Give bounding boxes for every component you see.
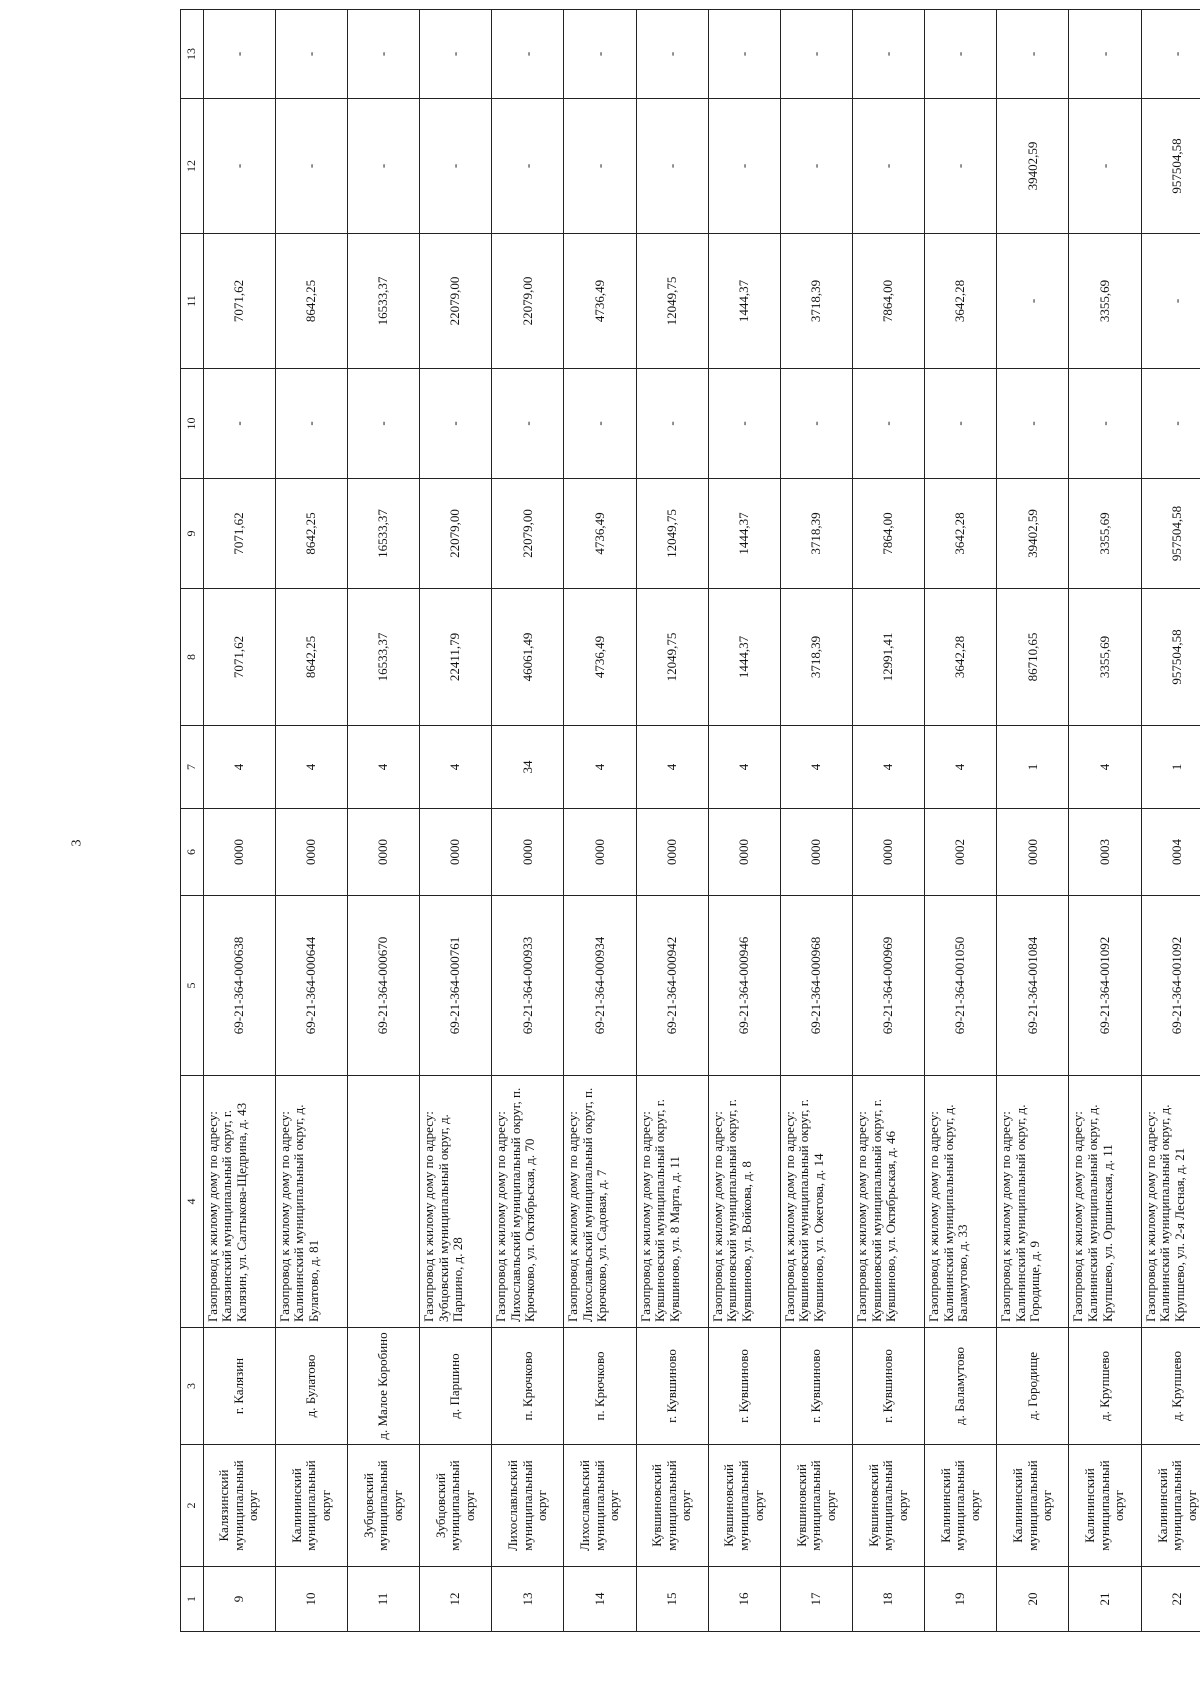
column-12-cell: -: [564, 99, 636, 234]
column-11-cell: 3718,39: [780, 234, 852, 369]
object-code-cell: 69-21-364-000969: [853, 896, 925, 1076]
sub-code-cell: 0000: [997, 809, 1069, 896]
district-cell: Кувшиновский муниципальный округ: [780, 1445, 852, 1567]
object-address-cell: Газопровод к жилому дому по адресу: Кувшиновский муниципальный округ, г. Кувшиново, ул. Войкова, д. 8: [708, 1076, 780, 1328]
sub-code-cell: 0000: [203, 809, 275, 896]
table-row: [203, 10, 275, 1632]
column-10-cell: -: [636, 369, 708, 479]
object-address-cell: Газопровод к жилому дому по адресу: Кувшиновский муниципальный округ, г. Кувшиново, ул. Ожегова, д. 14: [780, 1076, 852, 1328]
column-9-cell: 7864,00: [853, 479, 925, 589]
district-cell: Лихославльский муниципальный округ: [492, 1445, 564, 1567]
district-cell: Зубцовский муниципальный округ: [420, 1445, 492, 1567]
row-number-cell: 19: [925, 1567, 997, 1632]
column-number: 8: [181, 589, 204, 726]
object-code-cell: 69-21-364-001084: [997, 896, 1069, 1076]
row-number-cell: 14: [564, 1567, 636, 1632]
column-9-cell: 7071,62: [203, 479, 275, 589]
column-11-cell: -: [1141, 234, 1200, 369]
object-address-cell: Газопровод к жилому дому по адресу: Калининский муниципальный округ, д. Булатово, д. 81: [275, 1076, 347, 1328]
column-9-cell: 1444,37: [708, 479, 780, 589]
column-7-cell: 4: [780, 726, 852, 809]
settlement-cell: г. Кувшиново: [853, 1328, 925, 1445]
column-number: 11: [181, 234, 204, 369]
column-7-cell: 4: [925, 726, 997, 809]
column-12-cell: -: [780, 99, 852, 234]
column-10-cell: -: [1141, 369, 1200, 479]
row-number-cell: 21: [1069, 1567, 1141, 1632]
district-cell: Кувшиновский муниципальный округ: [708, 1445, 780, 1567]
object-address-cell: Газопровод к жилому дому по адресу: Лихославльский муниципальный округ, п. Крючково, ул. Октябрьская, д. 70: [492, 1076, 564, 1328]
sub-code-cell: 0000: [420, 809, 492, 896]
table-wrapper: [180, 48, 1200, 1632]
column-13-cell: -: [492, 10, 564, 99]
column-8-cell: 3355,69: [1069, 589, 1141, 726]
column-number: 13: [181, 10, 204, 99]
column-number: 7: [181, 726, 204, 809]
table-row: [636, 10, 708, 1632]
column-13-cell: -: [853, 10, 925, 99]
table-row: [997, 10, 1069, 1632]
object-code-cell: 69-21-364-000968: [780, 896, 852, 1076]
column-12-cell: -: [1069, 99, 1141, 234]
object-address-cell: [347, 1076, 419, 1328]
column-8-cell: 46061,49: [492, 589, 564, 726]
column-9-cell: 22079,00: [420, 479, 492, 589]
table-row: [708, 10, 780, 1632]
column-7-cell: 4: [347, 726, 419, 809]
column-8-cell: 12049,75: [636, 589, 708, 726]
settlement-cell: д. Малое Коробино: [347, 1328, 419, 1445]
column-8-cell: 12991,41: [853, 589, 925, 726]
column-9-cell: 3355,69: [1069, 479, 1141, 589]
settlement-cell: п. Крючково: [564, 1328, 636, 1445]
column-11-cell: 1444,37: [708, 234, 780, 369]
settlement-cell: д. Крупшево: [1069, 1328, 1141, 1445]
object-code-cell: 69-21-364-001092: [1069, 896, 1141, 1076]
column-10-cell: -: [1069, 369, 1141, 479]
settlement-cell: д. Паршино: [420, 1328, 492, 1445]
settlement-cell: г. Кувшиново: [780, 1328, 852, 1445]
object-code-cell: 69-21-364-000670: [347, 896, 419, 1076]
column-number: 3: [181, 1328, 204, 1445]
object-code-cell: 69-21-364-000946: [708, 896, 780, 1076]
column-7-cell: 4: [1069, 726, 1141, 809]
row-number-cell: 10: [275, 1567, 347, 1632]
row-number-cell: 20: [997, 1567, 1069, 1632]
column-7-cell: 4: [275, 726, 347, 809]
object-code-cell: 69-21-364-000638: [203, 896, 275, 1076]
column-7-cell: 4: [708, 726, 780, 809]
column-13-cell: -: [275, 10, 347, 99]
column-7-cell: 1: [997, 726, 1069, 809]
sub-code-cell: 0000: [636, 809, 708, 896]
row-number-cell: 12: [420, 1567, 492, 1632]
column-8-cell: 8642,25: [275, 589, 347, 726]
column-11-cell: 22079,00: [492, 234, 564, 369]
column-9-cell: 3718,39: [780, 479, 852, 589]
object-address-cell: Газопровод к жилому дому по адресу: Лихославльский муниципальный округ, п. Крючково, ул. Садовая, д. 7: [564, 1076, 636, 1328]
settlement-cell: г. Кувшиново: [708, 1328, 780, 1445]
object-address-cell: Газопровод к жилому дому по адресу: Калининский муниципальный округ, д. Крупшево, ул. 2-я Лесная, д. 21: [1141, 1076, 1200, 1328]
column-10-cell: -: [275, 369, 347, 479]
column-12-cell: -: [203, 99, 275, 234]
column-10-cell: -: [564, 369, 636, 479]
column-9-cell: 3642,28: [925, 479, 997, 589]
table-row: [420, 10, 492, 1632]
object-address-cell: Газопровод к жилому дому по адресу: Калининский муниципальный округ, д. Городище, д. 9: [997, 1076, 1069, 1328]
column-9-cell: 16533,37: [347, 479, 419, 589]
column-9-cell: 22079,00: [492, 479, 564, 589]
district-cell: Калининский муниципальный округ: [1141, 1445, 1200, 1567]
sub-code-cell: 0000: [275, 809, 347, 896]
gas-pipeline-table: [180, 9, 1200, 1632]
column-10-cell: -: [708, 369, 780, 479]
settlement-cell: п. Крючково: [492, 1328, 564, 1445]
object-code-cell: 69-21-364-000934: [564, 896, 636, 1076]
column-12-cell: -: [853, 99, 925, 234]
table-row: [275, 10, 347, 1632]
column-9-cell: 8642,25: [275, 479, 347, 589]
column-13-cell: -: [997, 10, 1069, 99]
settlement-cell: д. Городище: [997, 1328, 1069, 1445]
column-13-cell: -: [564, 10, 636, 99]
row-number-cell: 22: [1141, 1567, 1200, 1632]
column-7-cell: 4: [564, 726, 636, 809]
column-12-cell: -: [492, 99, 564, 234]
column-7-cell: 34: [492, 726, 564, 809]
object-address-cell: Газопровод к жилому дому по адресу: Кувшиновский муниципальный округ, г. Кувшиново, ул. 8 Марта, д. 11: [636, 1076, 708, 1328]
object-code-cell: 69-21-364-001050: [925, 896, 997, 1076]
column-number: 10: [181, 369, 204, 479]
column-12-cell: -: [708, 99, 780, 234]
column-11-cell: 7864,00: [853, 234, 925, 369]
column-12-cell: -: [420, 99, 492, 234]
column-10-cell: -: [203, 369, 275, 479]
column-number: 5: [181, 896, 204, 1076]
district-cell: Кувшиновский муниципальный округ: [636, 1445, 708, 1567]
district-cell: Кувшиновский муниципальный округ: [853, 1445, 925, 1567]
sub-code-cell: 0000: [492, 809, 564, 896]
object-address-cell: Газопровод к жилому дому по адресу: Калининский муниципальный округ, д. Крупшево, ул. Оршинская, д. 11: [1069, 1076, 1141, 1328]
column-8-cell: 16533,37: [347, 589, 419, 726]
settlement-cell: д. Крупшево: [1141, 1328, 1200, 1445]
column-13-cell: -: [347, 10, 419, 99]
district-cell: Лихославльский муниципальный округ: [564, 1445, 636, 1567]
sub-code-cell: 0000: [564, 809, 636, 896]
sub-code-cell: 0000: [347, 809, 419, 896]
page-number: 3: [69, 839, 85, 847]
row-number-cell: 11: [347, 1567, 419, 1632]
column-8-cell: 86710,65: [997, 589, 1069, 726]
column-12-cell: -: [275, 99, 347, 234]
sub-code-cell: 0000: [780, 809, 852, 896]
column-7-cell: 4: [853, 726, 925, 809]
district-cell: Калязинский муниципальный округ: [203, 1445, 275, 1567]
column-13-cell: -: [925, 10, 997, 99]
row-number-cell: 16: [708, 1567, 780, 1632]
column-8-cell: 1444,37: [708, 589, 780, 726]
column-10-cell: -: [420, 369, 492, 479]
column-number-row: [181, 10, 204, 1632]
column-11-cell: 8642,25: [275, 234, 347, 369]
column-8-cell: 3718,39: [780, 589, 852, 726]
column-13-cell: -: [1069, 10, 1141, 99]
column-11-cell: 3355,69: [1069, 234, 1141, 369]
column-8-cell: 22411,79: [420, 589, 492, 726]
object-address-cell: Газопровод к жилому дому по адресу: Кувшиновский муниципальный округ, г. Кувшиново, ул. Октябрьская, д. 46: [853, 1076, 925, 1328]
column-7-cell: 1: [1141, 726, 1200, 809]
column-11-cell: 16533,37: [347, 234, 419, 369]
object-code-cell: 69-21-364-000644: [275, 896, 347, 1076]
table-row: [1141, 10, 1200, 1632]
column-12-cell: -: [636, 99, 708, 234]
sub-code-cell: 0002: [925, 809, 997, 896]
column-12-cell: 39402,59: [997, 99, 1069, 234]
column-11-cell: 12049,75: [636, 234, 708, 369]
sub-code-cell: 0000: [853, 809, 925, 896]
row-number-cell: 13: [492, 1567, 564, 1632]
settlement-cell: г. Кувшиново: [636, 1328, 708, 1445]
column-12-cell: -: [925, 99, 997, 234]
column-13-cell: -: [708, 10, 780, 99]
sub-code-cell: 0000: [708, 809, 780, 896]
column-13-cell: -: [203, 10, 275, 99]
district-cell: Калининский муниципальный округ: [997, 1445, 1069, 1567]
object-address-cell: Газопровод к жилому дому по адресу: Калязинский муниципальный округ, г. Калязин, ул. Салтыкова-Щедрина, д. 43: [203, 1076, 275, 1328]
column-9-cell: 12049,75: [636, 479, 708, 589]
district-cell: Зубцовский муниципальный округ: [347, 1445, 419, 1567]
column-9-cell: 957504,58: [1141, 479, 1200, 589]
column-number: 9: [181, 479, 204, 589]
column-number: 12: [181, 99, 204, 234]
column-13-cell: -: [420, 10, 492, 99]
column-13-cell: -: [1141, 10, 1200, 99]
row-number-cell: 18: [853, 1567, 925, 1632]
column-10-cell: -: [853, 369, 925, 479]
column-7-cell: 4: [420, 726, 492, 809]
column-9-cell: 39402,59: [997, 479, 1069, 589]
table-row: [492, 10, 564, 1632]
column-12-cell: 957504,58: [1141, 99, 1200, 234]
row-number-cell: 15: [636, 1567, 708, 1632]
settlement-cell: д. Баламутово: [925, 1328, 997, 1445]
district-cell: Калининский муниципальный округ: [275, 1445, 347, 1567]
column-11-cell: 4736,49: [564, 234, 636, 369]
table-row: [347, 10, 419, 1632]
table-row: [780, 10, 852, 1632]
column-10-cell: -: [997, 369, 1069, 479]
column-13-cell: -: [780, 10, 852, 99]
object-code-cell: 69-21-364-000942: [636, 896, 708, 1076]
column-number: 1: [181, 1567, 204, 1632]
settlement-cell: г. Калязин: [203, 1328, 275, 1445]
object-address-cell: Газопровод к жилому дому по адресу: Калининский муниципальный округ, д. Баламутово, д. 33: [925, 1076, 997, 1328]
column-11-cell: 3642,28: [925, 234, 997, 369]
column-7-cell: 4: [636, 726, 708, 809]
table-row: [1069, 10, 1141, 1632]
settlement-cell: д. Булатово: [275, 1328, 347, 1445]
object-code-cell: 69-21-364-001092: [1141, 896, 1200, 1076]
sub-code-cell: 0004: [1141, 809, 1200, 896]
column-12-cell: -: [347, 99, 419, 234]
column-number: 4: [181, 1076, 204, 1328]
column-7-cell: 4: [203, 726, 275, 809]
column-11-cell: 7071,62: [203, 234, 275, 369]
column-10-cell: -: [347, 369, 419, 479]
object-address-cell: Газопровод к жилому дому по адресу: Зубцовский муниципальный округ, д. Паршино, д. 28: [420, 1076, 492, 1328]
sub-code-cell: 0003: [1069, 809, 1141, 896]
object-code-cell: 69-21-364-000761: [420, 896, 492, 1076]
table-row: [564, 10, 636, 1632]
column-8-cell: 957504,58: [1141, 589, 1200, 726]
table-row: [925, 10, 997, 1632]
column-10-cell: -: [492, 369, 564, 479]
object-code-cell: 69-21-364-000933: [492, 896, 564, 1076]
column-10-cell: -: [925, 369, 997, 479]
column-number: 2: [181, 1445, 204, 1567]
district-cell: Калининский муниципальный округ: [925, 1445, 997, 1567]
column-8-cell: 4736,49: [564, 589, 636, 726]
column-9-cell: 4736,49: [564, 479, 636, 589]
column-11-cell: 22079,00: [420, 234, 492, 369]
column-10-cell: -: [780, 369, 852, 479]
column-8-cell: 3642,28: [925, 589, 997, 726]
table-row: [853, 10, 925, 1632]
column-8-cell: 7071,62: [203, 589, 275, 726]
column-11-cell: -: [997, 234, 1069, 369]
row-number-cell: 17: [780, 1567, 852, 1632]
row-number-cell: 9: [203, 1567, 275, 1632]
column-13-cell: -: [636, 10, 708, 99]
column-number: 6: [181, 809, 204, 896]
district-cell: Калининский муниципальный округ: [1069, 1445, 1141, 1567]
